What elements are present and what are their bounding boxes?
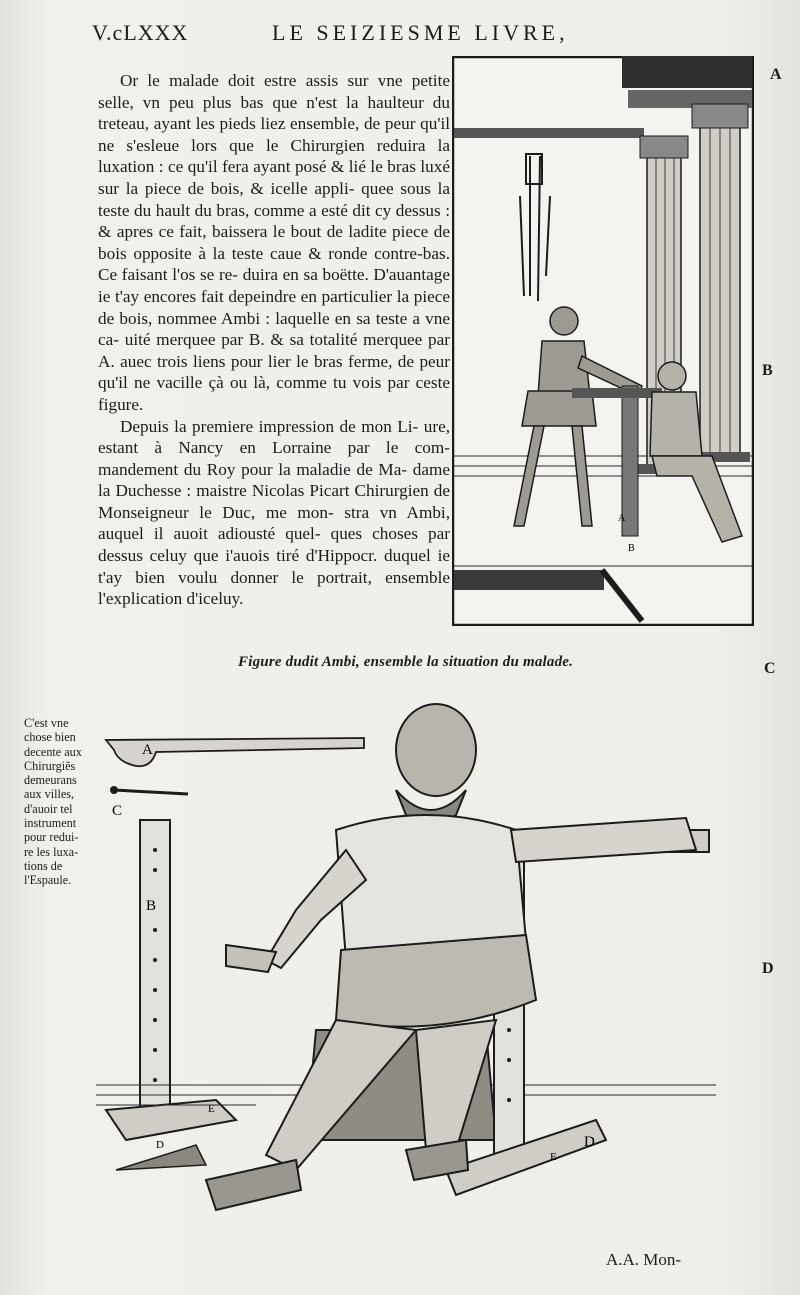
body-text [98,70,450,610]
text-line: par ceste figure. [98,373,451,414]
catchword: A.A. Mon- [606,1250,682,1269]
paragraph-1 [98,70,450,416]
text-line: la luxation : ce qu'il fera ayant posé & lié le [98,135,450,177]
figure-caption: Figure dudit Ambi, ensemble la situation du malade. [238,654,574,670]
figure-label: A [142,742,153,758]
text-line: le portrait, ensemble l'explication d'iceluy. [98,567,450,609]
text-line: uité merquee par B. & sa totalité merquee par [124,330,451,350]
text-line: esté dit cy dessus : & apres ce fait, baissera le [98,200,451,242]
text-line: bras luxé sur la piece de bois, & icelle appli- [98,157,450,198]
figure-label: E [208,1103,215,1115]
text-line: fait depeindre en particulier la piece de bois, [98,286,451,328]
text-line: treteau, ayant les pieds liez ensemble, de peur [98,114,421,134]
note-line: decente aux [24,744,82,759]
figure-label: D [584,1134,595,1150]
note-line: re les luxa- [24,844,79,859]
note-line: chose bien [24,730,76,745]
text-line: nommee Ambi : laquelle en sa teste a vne ca- [98,308,450,350]
note-line: C'est vne [24,716,69,730]
text-line: qu'il ne s'esleue lors que le Chirurgien reduira [98,114,450,155]
page-header [0,14,800,48]
text-line: d'Hippocr. duquel ie t'ay bien voulu donner [98,546,450,587]
text-line: A. auec trois liens pour lier le bras ferme, de [98,351,420,371]
note-line: demeurans [24,773,77,788]
running-title: LE SEIZIESME LIVRE, [272,20,569,45]
note-line: l'Espaule. [24,873,72,888]
text-line: ques choses par dessus celuy que i'auois tiré [98,524,450,566]
margin-letter-c: C [764,660,776,677]
text-line: dame la Duchesse : maistre Nicolas Picart [98,459,450,501]
text-line: selle, vn peu plus bas que n'est la haulteur du [98,92,450,112]
folio-number: V.cLXXX [92,20,189,45]
text-line: stra vn Ambi, auquel il auoit adiousté quel- [98,502,450,544]
figure-label: D [156,1139,164,1151]
margin-letter-a: A [770,66,782,83]
figure-label: B [146,898,157,914]
text-line: duira en sa boëtte. D'auantage ie t'ay encores [98,265,450,306]
woodcut-bottom-illustration [96,700,716,1245]
text-line: quee sous la teste du hault du bras, comme a [98,178,450,220]
note-line: Chirurgiẽs [24,758,76,773]
figure-label: A [618,513,626,524]
woodcut-top-illustration [452,56,754,626]
figure-label: C [112,803,123,819]
text-line: ure, estant à Nancy en Lorraine par le com- [98,416,450,458]
paragraph-2 [98,416,450,610]
text-line: bout de ladite piece de bois opposite à la teste [98,222,450,263]
note-line: d'auoir tel [24,801,73,816]
text-line: Or le malade doit estre assis sur vne petite [120,71,450,90]
text-line: mandement du Roy pour la maladie de Ma- [98,459,413,479]
text-line: Chirurgien de Monseigneur le Duc, me mon- [98,481,450,522]
text-line: caue & ronde contre-bas. Ce faisant l'os se re- [98,243,450,285]
figure-label: B [628,543,635,554]
note-line: pour redui- [24,830,79,845]
margin-letter-b: B [762,362,773,379]
figure-label: E [550,1151,557,1163]
note-line: instrument [24,816,77,831]
note-line: aux villes, [24,787,75,802]
note-line: tions de [24,858,63,873]
text-line: peur qu'il ne vacille çà ou là, comme tu vois [98,351,450,393]
margin-letter-d: D [762,960,774,977]
text-line: Depuis la premiere impression de mon Li- [120,416,424,436]
